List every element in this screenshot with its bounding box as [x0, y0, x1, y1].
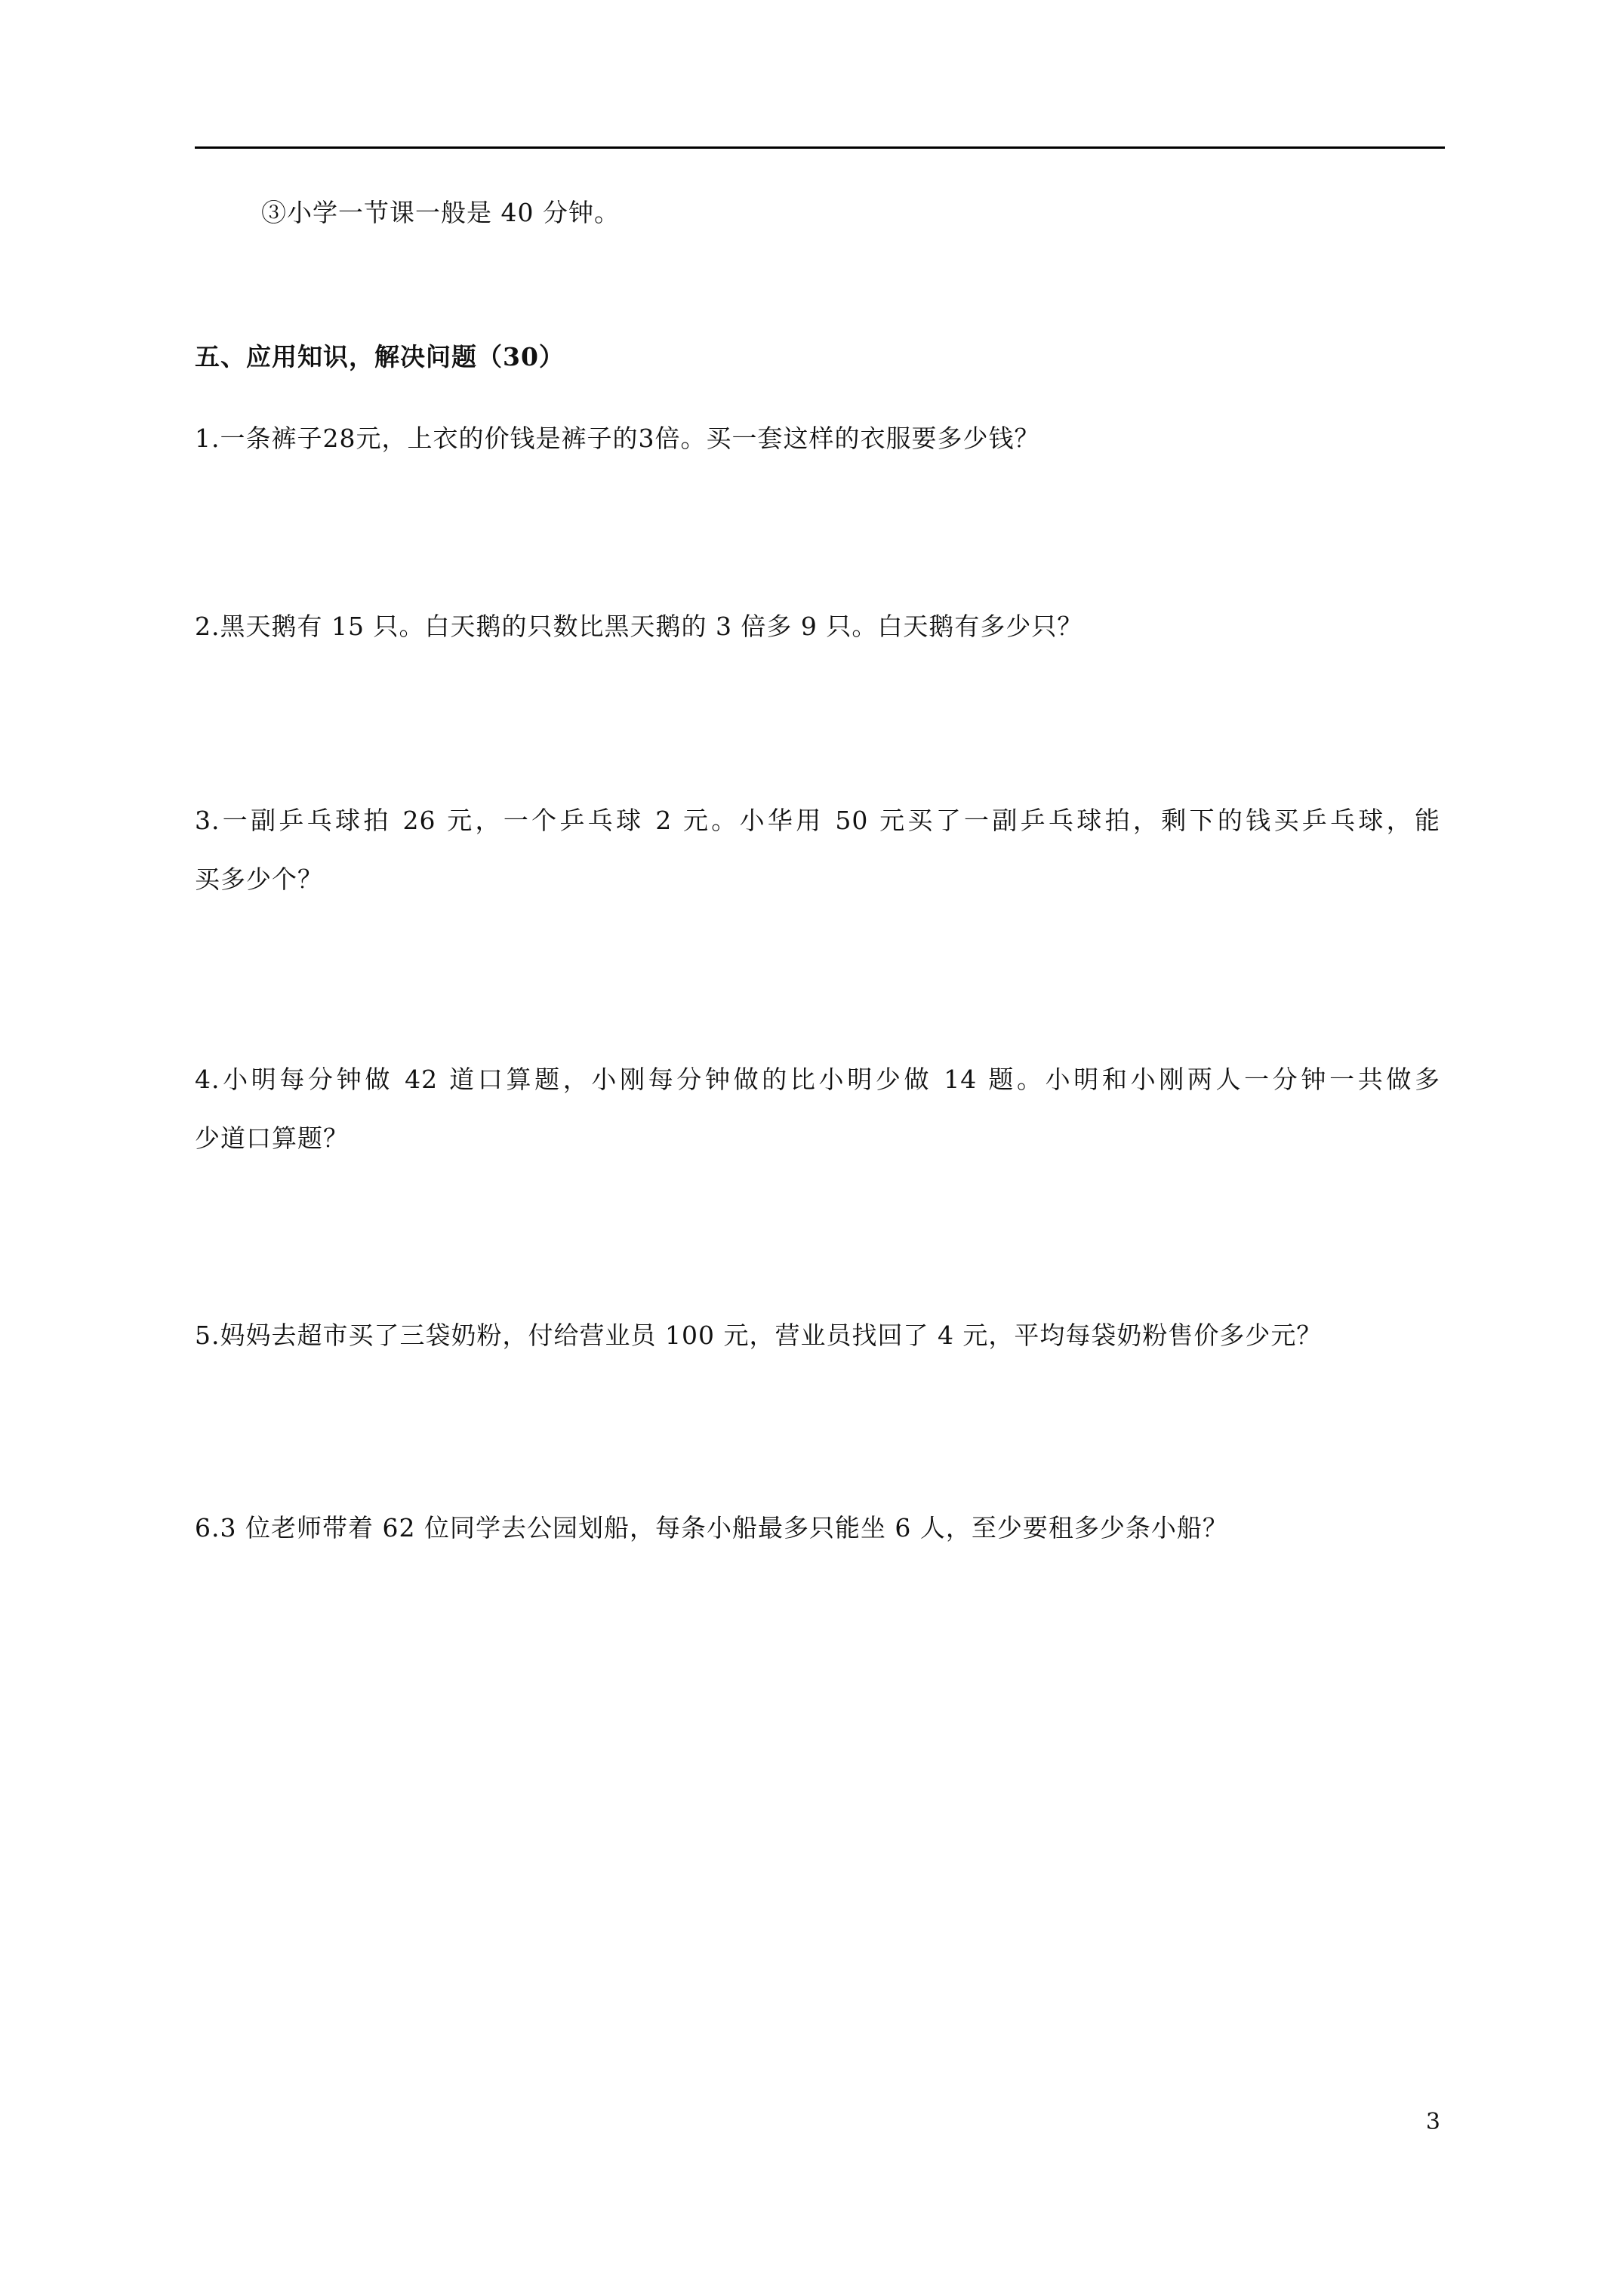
problem-6-line-1: 6.3 位老师带着 62 位同学去公园划船，每条小船最多只能坐 6 人，至少要租多少条小船？	[195, 1513, 1228, 1542]
problem-3-line-1: 3.一副乒乓球拍 26 元，一个乒乓球 2 元。小华用 50 元买了一副乒乓球拍，剩下的钱买乒乓球，能	[195, 806, 1440, 835]
problem-4-line-1: 4.小明每分钟做 42 道口算题，小刚每分钟做的比小明少做 14 题。小明和小刚两人一分钟一共做多	[195, 1065, 1440, 1094]
problem-2-line-1: 2.黑天鹅有 15 只。白天鹅的只数比黑天鹅的 3 倍多 9 只。白天鹅有多少只？	[195, 612, 1083, 641]
problem-5-line-1: 5.妈妈去超市买了三袋奶粉，付给营业员 100 元，营业员找回了 4 元，平均每袋奶粉售价多少元？	[195, 1321, 1323, 1350]
header-rule	[195, 146, 1445, 149]
section-heading: 五、应用知识，解决问题（30）	[195, 342, 565, 371]
problem-1-line-1: 1.一条裤子28元，上衣的价钱是裤子的3倍。买一套这样的衣服要多少钱？	[195, 424, 1040, 453]
problem-4-line-2: 少道口算题？	[195, 1123, 349, 1153]
intro-item: ③小学一节课一般是 40 分钟。	[261, 198, 620, 227]
problem-3-line-2: 买多少个？	[195, 864, 323, 894]
page-number: 3	[1425, 2109, 1440, 2135]
